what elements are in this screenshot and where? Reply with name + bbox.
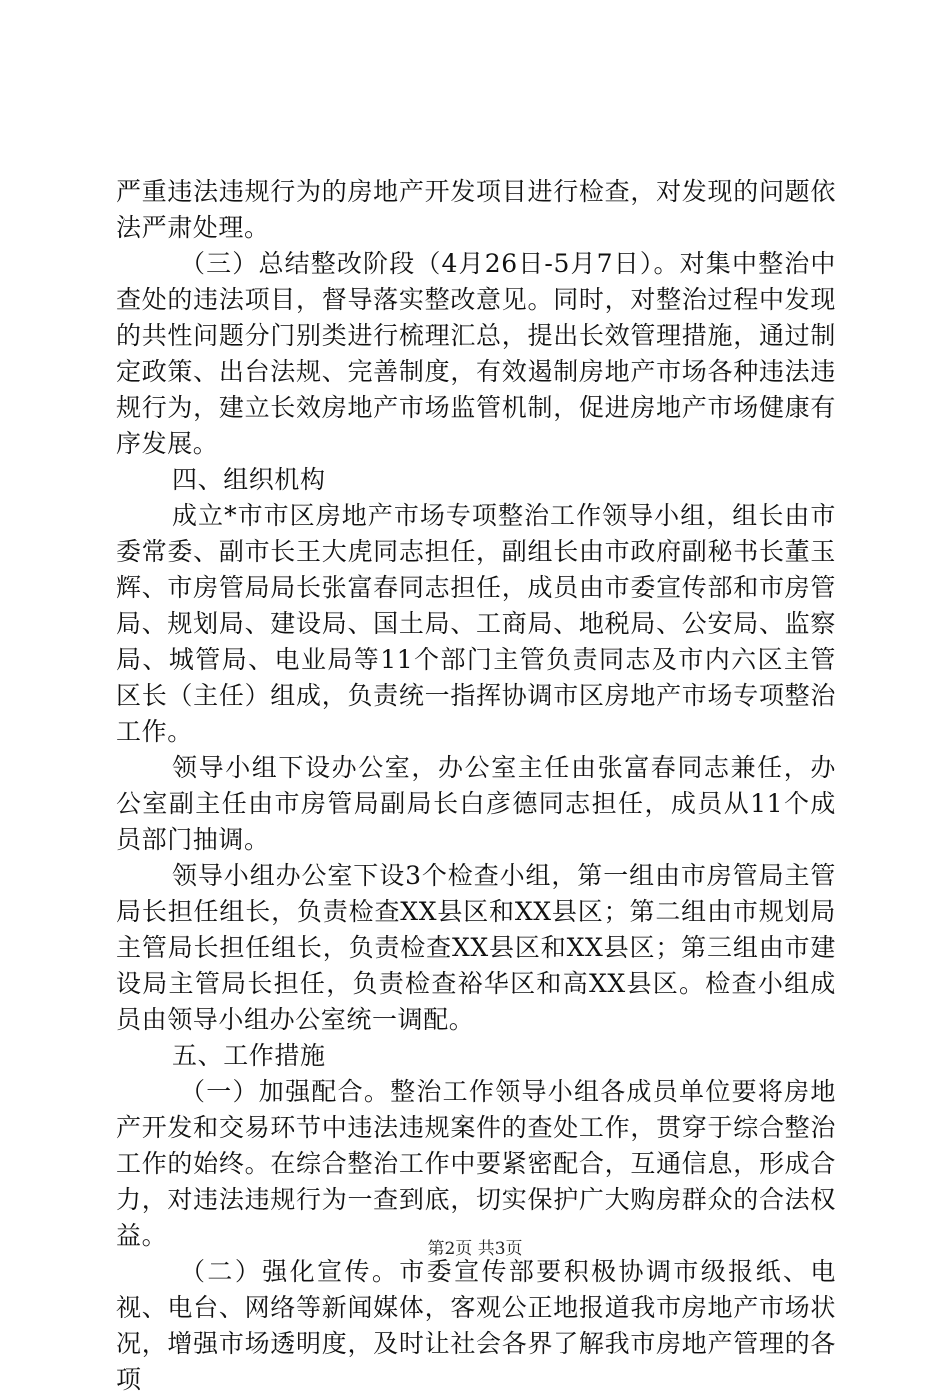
paragraph-office: 领导小组下设办公室，办公室主任由张富春同志兼任，办公室副主任由市房管局副局长白彦德同志担任，成员从11个成员部门抽调。 bbox=[116, 753, 836, 854]
document-body bbox=[116, 174, 836, 1398]
paragraph-continuation: 严重违法违规行为的房地产开发项目进行检查，对发现的问题依法严肃处理。 bbox=[116, 177, 836, 242]
paragraph-stage-three: （三）总结整改阶段（4月26日-5月7日）。对集中整治中查处的违法项目，督导落实整改意见。同时，对整治过程中发现的共性问题分门别类进行梳理汇总，提出长效管理措施，通过制定政策、出台法规、完善制度，有效遏制房地产市场各种违法违规行为，建立长效房地产市场监管机制，促进房地产市场健康有序发展。 bbox=[116, 249, 836, 458]
paragraph-publicity: （二）强化宣传。市委宣传部要积极协调市级报纸、电视、电台、网络等新闻媒体，客观公正地报道我市房地产市场状况，增强市场透明度，及时让社会各界了解我市房地产管理的各项 bbox=[116, 1257, 836, 1394]
section-heading-measures: 五、工作措施 bbox=[172, 1041, 326, 1070]
paragraph-cooperation: （一）加强配合。整治工作领导小组各成员单位要将房地产开发和交易环节中违法违规案件的查处工作，贯穿于综合整治工作的始终。在综合整治工作中要紧密配合，互通信息，形成合力，对违法违规行为一查到底，切实保护广大购房群众的合法权益。 bbox=[116, 1077, 836, 1250]
page-footer: 第2页 共3页 bbox=[427, 1239, 523, 1259]
paragraph-inspection-groups: 领导小组办公室下设3个检查小组，第一组由市房管局主管局长担任组长，负责检查XX县区和XX县区；第二组由市规划局主管局长担任组长，负责检查XX县区和XX县区；第三组由市建设局主管局长担任，负责检查裕华区和高XX县区。检查小组成员由领导小组办公室统一调配。 bbox=[116, 861, 836, 1034]
section-heading-organization: 四、组织机构 bbox=[172, 465, 326, 494]
paragraph-leading-group: 成立*市市区房地产市场专项整治工作领导小组，组长由市委常委、副市长王大虎同志担任，副组长由市政府副秘书长董玉辉、市房管局局长张富春同志担任，成员由市委宣传部和市房管局、规划局、建设局、国土局、工商局、地税局、公安局、监察局、城管局、电业局等11个部门主管负责同志及市内六区主管区长（主任）组成，负责统一指挥协调市区房地产市场专项整治工作。 bbox=[116, 501, 836, 746]
